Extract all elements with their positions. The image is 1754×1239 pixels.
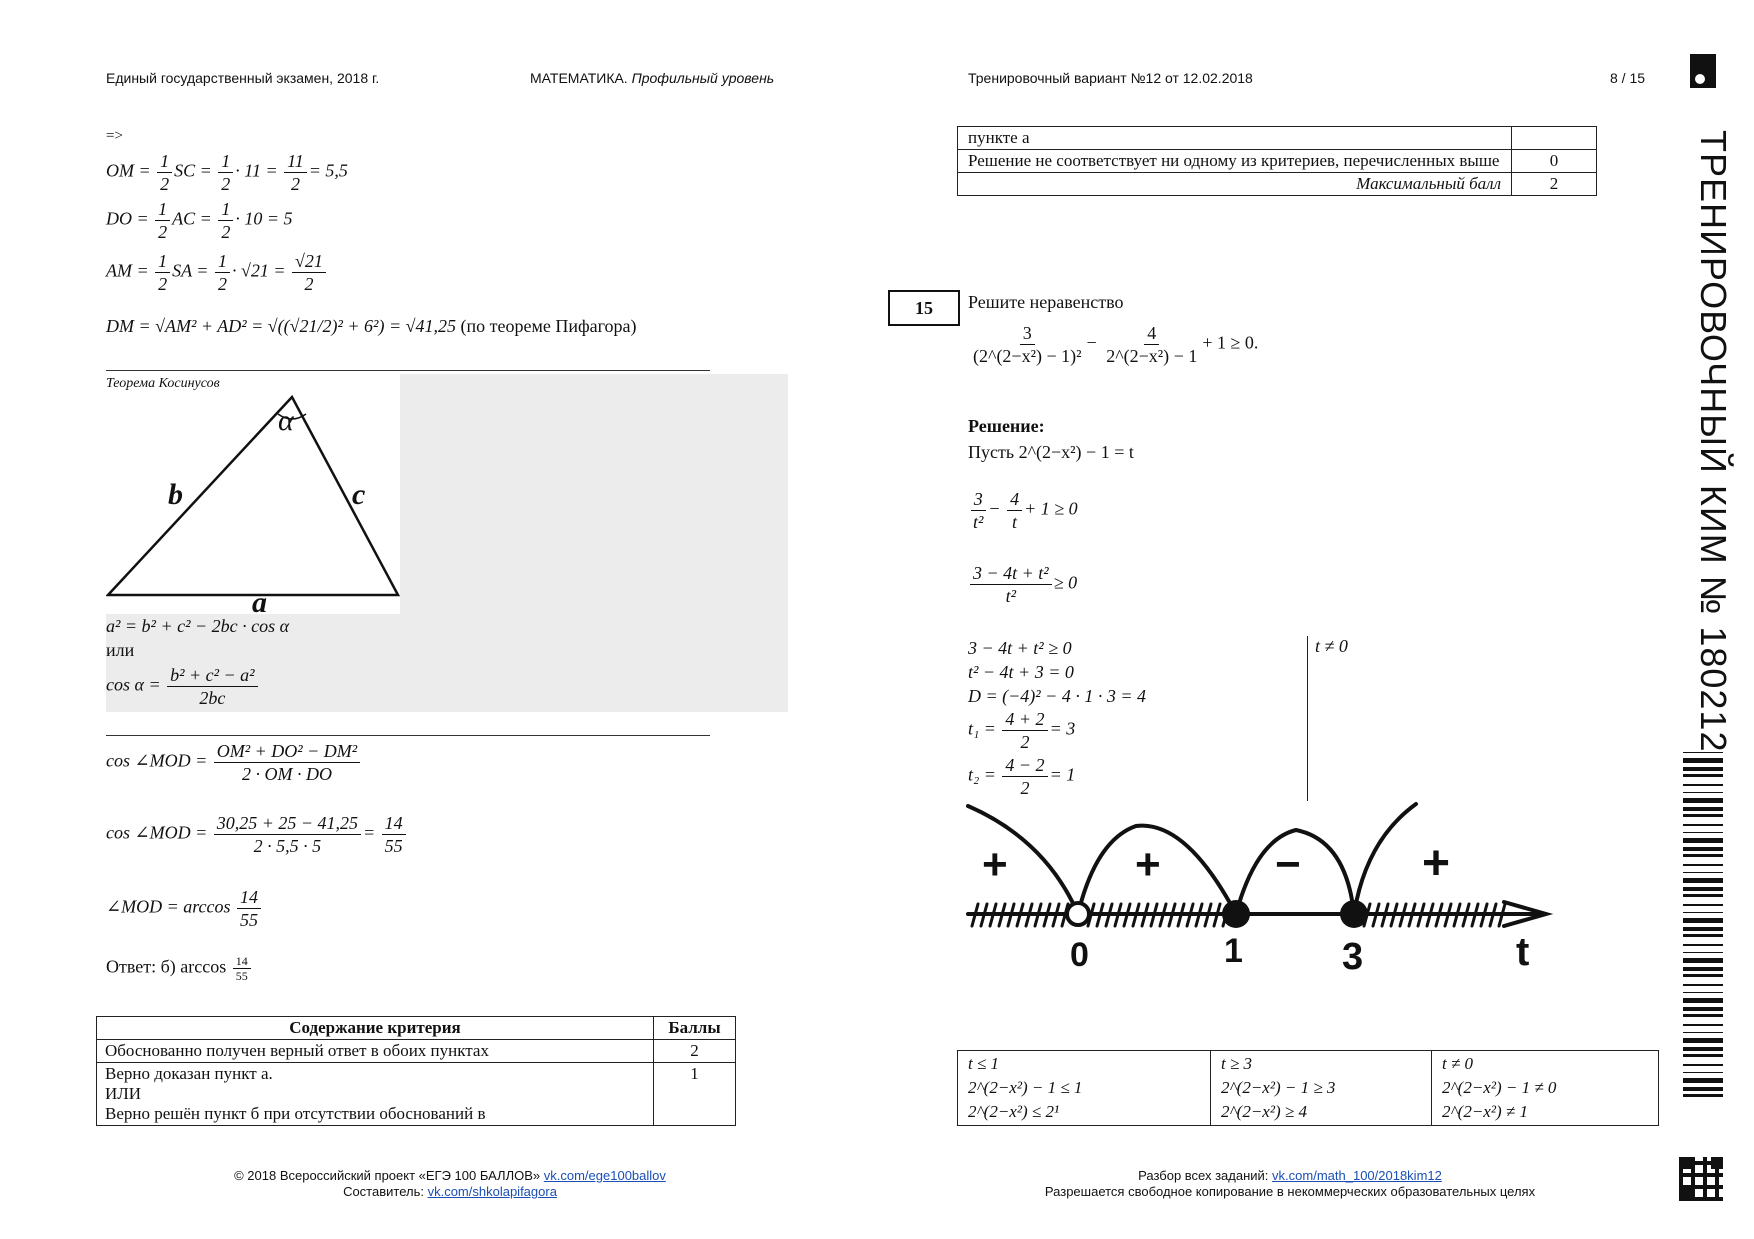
table-row: Максимальный балл 2	[958, 173, 1597, 196]
triangle-alpha: α	[278, 404, 294, 437]
table-row: Решение не соответствует ни одному из критериев, перечисленных выше 0	[958, 150, 1597, 173]
table-row: Верно доказан пункт а. ИЛИ Верно решён пункт б при отсутствии обоснований в 1	[97, 1063, 736, 1126]
triangle-b: b	[168, 478, 183, 511]
task-prompt: Решите неравенство	[968, 292, 1124, 312]
number-line-diagram	[966, 800, 1554, 980]
footer-left-2: Составитель: vk.com/shkolapifagora	[343, 1184, 557, 1199]
implies-arrow: =>	[106, 128, 123, 144]
task-inequality: $\frac{3}{\text{(2\textasciicircum{}(2−x²) − 1)²}}$ − $\frac{4}{\text{2\textasciicircum{}(2−x²) − 1}}$ + 1 ≥ 0.	[973, 323, 1259, 366]
qr-code-icon	[1679, 1157, 1725, 1203]
point-0: 0	[1070, 936, 1089, 974]
axis-variable: t	[1516, 930, 1530, 974]
law-of-cosines: a² = b² + c² − 2bc · cos α	[106, 616, 290, 636]
criteria-continued-table	[957, 126, 1597, 196]
footer-link-author[interactable]: vk.com/shkolapifagora	[427, 1184, 557, 1199]
divider	[106, 370, 710, 371]
footer-right: Разбор всех заданий: vk.com/math_100/2018kim12	[1138, 1168, 1442, 1183]
footer-left: © 2018 Всероссийский проект «ЕГЭ 100 БАЛЛОВ» vk.com/ege100ballov	[234, 1168, 666, 1183]
sign-plus-2: +	[1135, 840, 1161, 889]
table-row: t ≤ 1 2^(2−x²) − 1 ≤ 1 2^(2−x²) ≤ 2¹ t ≥ 3 2^(2−x²) − 1 ≥ 3 2^(2−x²) ≥ 4 t ≠ 0 2^(2−x²) − 1 ≠ 0 2^(2−x²) ≠ 1	[958, 1051, 1659, 1126]
logo-icon	[1690, 54, 1716, 88]
conditions-table	[957, 1050, 1659, 1126]
side-condition: t ≠ 0	[1315, 636, 1348, 656]
step-1: $\frac{3}{\text{t²}}$ − $\frac{4}{t}$ + 1 ≥ 0	[968, 488, 1078, 533]
root-t2: t₂ = $\frac{4 - 2}{2}$ = 1	[968, 755, 1076, 798]
point-1: 1	[1224, 932, 1243, 970]
header-variant: Тренировочный вариант №12 от 12.02.2018	[968, 70, 1253, 86]
formula-do: DO = $\frac{1}{2}$ AC = $\frac{1}{2}$ · 10 = 5	[106, 199, 293, 242]
cosine-caption: Теорема Косинусов	[106, 376, 220, 391]
table-row: пункте а	[958, 127, 1597, 150]
formula-om: OM = $\frac{1}{2}$ SC = $\frac{1}{2}$ · 11 = $\frac{11}{2}$ = 5,5	[106, 151, 348, 194]
footer-license: Разрешается свободное копирование в некоммерческих образовательных целях	[1044, 1184, 1536, 1199]
cos-alpha-formula: cos α = $\frac{\text{b² + c² − a²}}{2bc}$	[106, 664, 260, 709]
system-bar	[1307, 636, 1308, 801]
barcode-icon	[1683, 752, 1725, 1100]
step-2: $\frac{\text{3 − 4t + t²}}{\text{t²}}$ ≥ 0	[968, 562, 1077, 607]
angle-mod: ∠MOD = arccos $\frac{14}{55}$	[106, 886, 263, 931]
formula-dm: DM = √AM² + AD² = √((√21/2)² + 6²) = √41,25 (по теореме Пифагора)	[106, 316, 637, 336]
vertical-title: ТРЕНИРОВОЧНЫЙ КИМ № 180212	[1693, 130, 1734, 753]
quadratic-steps: 3 − 4t + t² ≥ 0 t² − 4t + 3 = 0 D = (−4)² − 4 · 1 · 3 = 4	[968, 638, 1146, 706]
header-exam: Единый государственный экзамен, 2018 г.	[106, 70, 380, 86]
criteria-table	[96, 1016, 736, 1126]
divider	[106, 735, 710, 736]
or-text: или	[106, 640, 135, 660]
table-row: Обоснованно получен верный ответ в обоих пунктах 2	[97, 1040, 736, 1063]
footer-link-solutions[interactable]: vk.com/math_100/2018kim12	[1272, 1168, 1442, 1183]
cos-mod-value: cos ∠MOD = $\frac{30,25 + 25 - 41,25}{2 \cdot 5,5 \cdot 5}$ = $\frac{14}{55}$	[106, 812, 408, 857]
cos-mod-formula: cos ∠MOD = $\frac{\text{OM² + DO² − DM²}}{2 \cdot OM \cdot DO}$	[106, 740, 362, 785]
header-subject: МАТЕМАТИКА. Профильный уровень	[530, 70, 775, 86]
sign-plus-3: +	[1422, 837, 1451, 890]
point-3: 3	[1342, 936, 1364, 978]
solution-label: Решение:	[968, 416, 1045, 436]
footer-link-project[interactable]: vk.com/ege100ballov	[543, 1168, 666, 1183]
triangle-c: c	[352, 478, 366, 511]
vertical-title-box	[1693, 130, 1734, 753]
sign-minus: −	[1275, 840, 1301, 889]
root-t1: t₁ = $\frac{4 + 2}{2}$ = 3	[968, 709, 1076, 752]
score-header: Баллы	[654, 1017, 736, 1040]
cosine-block-bg	[400, 374, 788, 712]
substitution: Пусть 2^(2−x²) − 1 = t	[968, 442, 1134, 462]
formula-am: AM = $\frac{1}{2}$ SA = $\frac{1}{2}$ · √21 = $\frac{√21}{2}$	[106, 250, 328, 295]
task-number: 15	[888, 290, 960, 326]
criteria-header: Содержание критерия	[97, 1017, 654, 1040]
triangle-a: a	[252, 586, 267, 619]
sign-plus-1: +	[982, 840, 1008, 889]
answer: Ответ: б) arccos $\frac{14}{55}$	[106, 954, 253, 983]
page-number: 8 / 15	[1610, 70, 1646, 86]
